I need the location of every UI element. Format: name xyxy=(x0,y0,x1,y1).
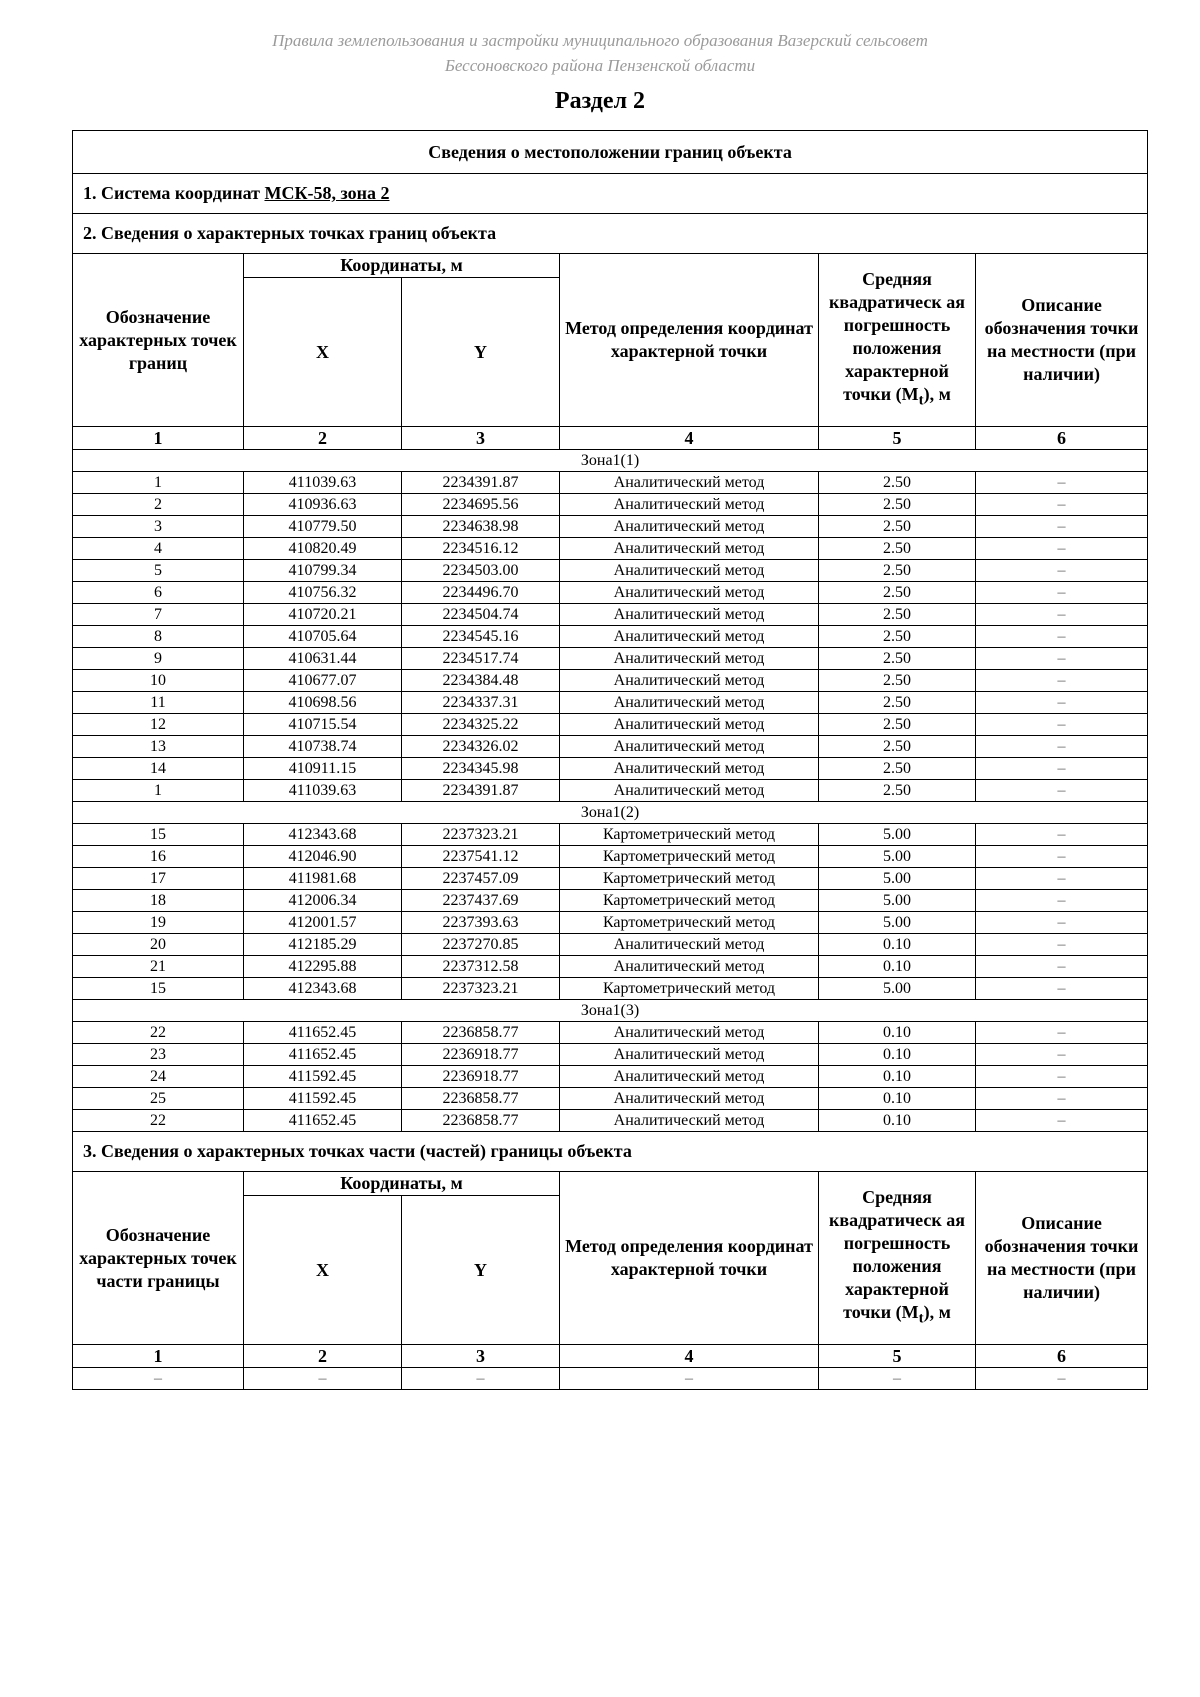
zone-header-row xyxy=(73,1000,1148,1022)
header-error-subscript: t xyxy=(918,1310,924,1327)
coord-x-cell: 410715.54 xyxy=(244,714,402,736)
point-number-cell: 1 xyxy=(73,780,244,802)
description-cell: – xyxy=(976,846,1148,868)
header-error xyxy=(819,254,976,427)
column-number: 5 xyxy=(819,1345,976,1368)
coord-y-cell: 2234337.31 xyxy=(402,692,560,714)
coord-x-cell: 411039.63 xyxy=(244,780,402,802)
method-cell: Аналитический метод xyxy=(560,758,819,780)
point-number-cell: 15 xyxy=(73,978,244,1000)
method-cell: Аналитический метод xyxy=(560,648,819,670)
table-row xyxy=(73,1110,1148,1132)
point-number-cell: 3 xyxy=(73,516,244,538)
coord-y-cell: 2234545.16 xyxy=(402,626,560,648)
description-cell: – xyxy=(976,758,1148,780)
method-cell: Аналитический метод xyxy=(560,670,819,692)
point-number-cell: 10 xyxy=(73,670,244,692)
page-title: Раздел 2 xyxy=(554,88,646,114)
column-number: 2 xyxy=(244,1345,402,1368)
coord-x-cell: 411652.45 xyxy=(244,1110,402,1132)
point-number-cell: – xyxy=(73,1368,244,1390)
method-cell: Аналитический метод xyxy=(560,1088,819,1110)
coord-x-cell: 412046.90 xyxy=(244,846,402,868)
rms-error-cell: 5.00 xyxy=(819,868,976,890)
coord-x-cell: 411592.45 xyxy=(244,1088,402,1110)
column-number: 6 xyxy=(976,1345,1148,1368)
point-number-cell: 4 xyxy=(73,538,244,560)
table-row xyxy=(73,1044,1148,1066)
point-number-cell: 25 xyxy=(73,1088,244,1110)
coord-x-cell: 410779.50 xyxy=(244,516,402,538)
rms-error-cell: 2.50 xyxy=(819,648,976,670)
header-x: X xyxy=(244,1196,402,1345)
method-cell: Аналитический метод xyxy=(560,1110,819,1132)
description-cell: – xyxy=(976,604,1148,626)
section-1-coordinate-system xyxy=(73,174,1148,214)
method-cell: Аналитический метод xyxy=(560,692,819,714)
point-number-cell: 22 xyxy=(73,1022,244,1044)
method-cell: Аналитический метод xyxy=(560,516,819,538)
rms-error-cell: 2.50 xyxy=(819,780,976,802)
point-number-cell: 8 xyxy=(73,626,244,648)
boundary-table xyxy=(72,130,1148,1390)
description-cell: – xyxy=(976,626,1148,648)
running-header-line-2: Бессоновского района Пензенской области xyxy=(444,56,756,75)
method-cell: – xyxy=(560,1368,819,1390)
rms-error-cell: 2.50 xyxy=(819,494,976,516)
description-cell: – xyxy=(976,1044,1148,1066)
table-row xyxy=(73,824,1148,846)
point-number-cell: 24 xyxy=(73,1066,244,1088)
rms-error-cell: 5.00 xyxy=(819,846,976,868)
header-description: Описание обозначения точки на местности (при наличии) xyxy=(976,254,1148,427)
coord-x-cell: 412185.29 xyxy=(244,934,402,956)
column-number: 2 xyxy=(244,427,402,450)
coord-y-cell: 2234517.74 xyxy=(402,648,560,670)
point-number-cell: 15 xyxy=(73,824,244,846)
rms-error-cell: 5.00 xyxy=(819,824,976,846)
point-number-cell: 23 xyxy=(73,1044,244,1066)
coord-x-cell: 412006.34 xyxy=(244,890,402,912)
method-cell: Аналитический метод xyxy=(560,626,819,648)
method-cell: Аналитический метод xyxy=(560,538,819,560)
coord-y-cell: 2236858.77 xyxy=(402,1022,560,1044)
point-number-cell: 1 xyxy=(73,472,244,494)
coord-y-cell: 2236858.77 xyxy=(402,1110,560,1132)
description-cell: – xyxy=(976,956,1148,978)
point-number-cell: 20 xyxy=(73,934,244,956)
column-number: 1 xyxy=(73,1345,244,1368)
description-cell: – xyxy=(976,780,1148,802)
point-number-cell: 18 xyxy=(73,890,244,912)
header-description: Описание обозначения точки на местности (при наличии) xyxy=(976,1172,1148,1345)
coord-y-cell: 2237541.12 xyxy=(402,846,560,868)
header-coordinates: Координаты, м xyxy=(244,1172,560,1196)
header-method: Метод определения координат характерной точки xyxy=(560,254,819,427)
rms-error-cell: 2.50 xyxy=(819,736,976,758)
coord-y-cell: 2237457.09 xyxy=(402,868,560,890)
description-cell: – xyxy=(976,912,1148,934)
header-x: X xyxy=(244,278,402,427)
rms-error-cell: 5.00 xyxy=(819,890,976,912)
description-cell: – xyxy=(976,560,1148,582)
table-row xyxy=(73,692,1148,714)
coord-y-cell: 2234325.22 xyxy=(402,714,560,736)
header-error-subscript: t xyxy=(918,392,924,409)
coord-y-cell: 2237323.21 xyxy=(402,978,560,1000)
point-number-cell: 14 xyxy=(73,758,244,780)
description-cell: – xyxy=(976,1368,1148,1390)
table-row xyxy=(73,846,1148,868)
coord-y-cell: 2236918.77 xyxy=(402,1044,560,1066)
header-error-text: Средняя квадратическ ая погрешность положения характерной точки (M xyxy=(829,1186,965,1322)
column-number: 4 xyxy=(560,427,819,450)
coord-x-cell: 412295.88 xyxy=(244,956,402,978)
coord-y-cell: 2237270.85 xyxy=(402,934,560,956)
zone-header-row xyxy=(73,802,1148,824)
rms-error-cell: – xyxy=(819,1368,976,1390)
coord-y-cell: 2234504.74 xyxy=(402,604,560,626)
coord-y-cell: 2236918.77 xyxy=(402,1066,560,1088)
rms-error-cell: 2.50 xyxy=(819,692,976,714)
rms-error-cell: 0.10 xyxy=(819,1110,976,1132)
table-row xyxy=(73,934,1148,956)
point-number-cell: 6 xyxy=(73,582,244,604)
column-number: 6 xyxy=(976,427,1148,450)
rms-error-cell: 2.50 xyxy=(819,604,976,626)
method-cell: Картометрический метод xyxy=(560,868,819,890)
point-number-cell: 22 xyxy=(73,1110,244,1132)
column-number: 1 xyxy=(73,427,244,450)
table-row xyxy=(73,912,1148,934)
header-y: Y xyxy=(402,1196,560,1345)
header-method: Метод определения координат характерной точки xyxy=(560,1172,819,1345)
point-number-cell: 16 xyxy=(73,846,244,868)
header-point-designation: Обозначение характерных точек границ xyxy=(73,254,244,427)
zone-header-row xyxy=(73,450,1148,472)
coord-x-cell: 412343.68 xyxy=(244,824,402,846)
coord-x-cell: 410820.49 xyxy=(244,538,402,560)
point-number-cell: 13 xyxy=(73,736,244,758)
description-cell: – xyxy=(976,1066,1148,1088)
rms-error-cell: 2.50 xyxy=(819,516,976,538)
method-cell: Аналитический метод xyxy=(560,1044,819,1066)
method-cell: Аналитический метод xyxy=(560,956,819,978)
point-number-cell: 11 xyxy=(73,692,244,714)
method-cell: Аналитический метод xyxy=(560,604,819,626)
description-cell: – xyxy=(976,978,1148,1000)
coord-y-cell: 2234516.12 xyxy=(402,538,560,560)
coord-y-cell: 2237437.69 xyxy=(402,890,560,912)
coord-x-cell: 410631.44 xyxy=(244,648,402,670)
table-row xyxy=(73,868,1148,890)
column-number-row xyxy=(73,427,1148,450)
method-cell: Аналитический метод xyxy=(560,494,819,516)
coord-y-cell: – xyxy=(402,1368,560,1390)
rms-error-cell: 0.10 xyxy=(819,1022,976,1044)
coord-x-cell: 410738.74 xyxy=(244,736,402,758)
coord-x-cell: 411592.45 xyxy=(244,1066,402,1088)
coord-y-cell: 2234391.87 xyxy=(402,780,560,802)
rms-error-cell: 2.50 xyxy=(819,582,976,604)
table-row xyxy=(73,890,1148,912)
point-number-cell: 12 xyxy=(73,714,244,736)
description-cell: – xyxy=(976,934,1148,956)
table-row xyxy=(73,956,1148,978)
description-cell: – xyxy=(976,538,1148,560)
rms-error-cell: 2.50 xyxy=(819,626,976,648)
rms-error-cell: 2.50 xyxy=(819,758,976,780)
column-number: 3 xyxy=(402,1345,560,1368)
coord-x-cell: 410698.56 xyxy=(244,692,402,714)
coord-x-cell: 411039.63 xyxy=(244,472,402,494)
method-cell: Аналитический метод xyxy=(560,1022,819,1044)
description-cell: – xyxy=(976,736,1148,758)
method-cell: Аналитический метод xyxy=(560,780,819,802)
section-1-label: 1. Система координат xyxy=(83,183,260,203)
point-number-cell: 2 xyxy=(73,494,244,516)
table-row xyxy=(73,582,1148,604)
header-coordinates: Координаты, м xyxy=(244,254,560,278)
point-number-cell: 7 xyxy=(73,604,244,626)
rms-error-cell: 2.50 xyxy=(819,714,976,736)
coord-y-cell: 2237393.63 xyxy=(402,912,560,934)
running-header xyxy=(0,28,1200,78)
section-2-heading: 2. Сведения о характерных точках границ объекта xyxy=(73,214,1148,254)
description-cell: – xyxy=(976,868,1148,890)
coord-y-cell: 2236858.77 xyxy=(402,1088,560,1110)
coord-x-cell: 410911.15 xyxy=(244,758,402,780)
method-cell: Картометрический метод xyxy=(560,824,819,846)
column-number: 5 xyxy=(819,427,976,450)
rms-error-cell: 5.00 xyxy=(819,912,976,934)
description-cell: – xyxy=(976,670,1148,692)
description-cell: – xyxy=(976,890,1148,912)
table-row xyxy=(73,648,1148,670)
rms-error-cell: 0.10 xyxy=(819,1044,976,1066)
description-cell: – xyxy=(976,1022,1148,1044)
zone-name: Зона1(1) xyxy=(73,450,1148,472)
header-error-tail: ), м xyxy=(923,383,951,404)
description-cell: – xyxy=(976,824,1148,846)
header-error xyxy=(819,1172,976,1345)
table-row xyxy=(73,494,1148,516)
rms-error-cell: 0.10 xyxy=(819,1066,976,1088)
method-cell: Картометрический метод xyxy=(560,912,819,934)
coord-y-cell: 2234391.87 xyxy=(402,472,560,494)
description-cell: – xyxy=(976,516,1148,538)
coord-x-cell: 411652.45 xyxy=(244,1022,402,1044)
table-caption: Сведения о местоположении границ объекта xyxy=(73,131,1148,174)
table-row xyxy=(73,736,1148,758)
point-number-cell: 5 xyxy=(73,560,244,582)
coord-y-cell: 2237312.58 xyxy=(402,956,560,978)
method-cell: Аналитический метод xyxy=(560,736,819,758)
coord-y-cell: 2234695.56 xyxy=(402,494,560,516)
description-cell: – xyxy=(976,494,1148,516)
method-cell: Картометрический метод xyxy=(560,890,819,912)
method-cell: Аналитический метод xyxy=(560,472,819,494)
coord-y-cell: 2234345.98 xyxy=(402,758,560,780)
point-number-cell: 19 xyxy=(73,912,244,934)
coord-x-cell: 410936.63 xyxy=(244,494,402,516)
table-row xyxy=(73,604,1148,626)
header-error-tail: ), м xyxy=(923,1301,951,1322)
description-cell: – xyxy=(976,692,1148,714)
point-number-cell: 17 xyxy=(73,868,244,890)
description-cell: – xyxy=(976,1110,1148,1132)
point-number-cell: 21 xyxy=(73,956,244,978)
coord-y-cell: 2234503.00 xyxy=(402,560,560,582)
coord-y-cell: 2234326.02 xyxy=(402,736,560,758)
coord-y-cell: 2234638.98 xyxy=(402,516,560,538)
zone-name: Зона1(2) xyxy=(73,802,1148,824)
coord-x-cell: 410720.21 xyxy=(244,604,402,626)
table-row xyxy=(73,472,1148,494)
table-row xyxy=(73,538,1148,560)
method-cell: Аналитический метод xyxy=(560,582,819,604)
header-error-text: Средняя квадратическ ая погрешность положения характерной точки (M xyxy=(829,268,965,404)
method-cell: Аналитический метод xyxy=(560,560,819,582)
rms-error-cell: 2.50 xyxy=(819,472,976,494)
description-cell: – xyxy=(976,582,1148,604)
coord-x-cell: 411652.45 xyxy=(244,1044,402,1066)
coord-x-cell: 410705.64 xyxy=(244,626,402,648)
coord-x-cell: 410756.32 xyxy=(244,582,402,604)
coord-x-cell: – xyxy=(244,1368,402,1390)
section-3-heading: 3. Сведения о характерных точках части (частей) границы объекта xyxy=(73,1132,1148,1172)
table-row xyxy=(73,626,1148,648)
method-cell: Аналитический метод xyxy=(560,1066,819,1088)
header-y: Y xyxy=(402,278,560,427)
column-number: 3 xyxy=(402,427,560,450)
description-cell: – xyxy=(976,1088,1148,1110)
table-row xyxy=(73,780,1148,802)
table-row xyxy=(73,670,1148,692)
rms-error-cell: 2.50 xyxy=(819,560,976,582)
method-cell: Аналитический метод xyxy=(560,934,819,956)
table-row xyxy=(73,978,1148,1000)
column-number: 4 xyxy=(560,1345,819,1368)
rms-error-cell: 5.00 xyxy=(819,978,976,1000)
rms-error-cell: 2.50 xyxy=(819,670,976,692)
description-cell: – xyxy=(976,714,1148,736)
method-cell: Картометрический метод xyxy=(560,846,819,868)
header-point-designation-part: Обозначение характерных точек части границы xyxy=(73,1172,244,1345)
table-row xyxy=(73,560,1148,582)
rms-error-cell: 0.10 xyxy=(819,1088,976,1110)
method-cell: Картометрический метод xyxy=(560,978,819,1000)
table-row xyxy=(73,516,1148,538)
table-row xyxy=(73,1368,1148,1390)
rms-error-cell: 0.10 xyxy=(819,956,976,978)
table-row xyxy=(73,1022,1148,1044)
coord-x-cell: 412343.68 xyxy=(244,978,402,1000)
method-cell: Аналитический метод xyxy=(560,714,819,736)
zone-name: Зона1(3) xyxy=(73,1000,1148,1022)
description-cell: – xyxy=(976,648,1148,670)
running-header-line-1: Правила землепользования и застройки муниципального образования Вазерский сельсовет xyxy=(272,31,928,50)
coord-x-cell: 411981.68 xyxy=(244,868,402,890)
coord-y-cell: 2234384.48 xyxy=(402,670,560,692)
table-row xyxy=(73,714,1148,736)
coordinate-system-value: МСК-58, зона 2 xyxy=(264,183,390,203)
description-cell: – xyxy=(976,472,1148,494)
coord-y-cell: 2237323.21 xyxy=(402,824,560,846)
coord-x-cell: 410677.07 xyxy=(244,670,402,692)
rms-error-cell: 2.50 xyxy=(819,538,976,560)
point-number-cell: 9 xyxy=(73,648,244,670)
table-row xyxy=(73,758,1148,780)
rms-error-cell: 0.10 xyxy=(819,934,976,956)
table-row xyxy=(73,1066,1148,1088)
column-number-row xyxy=(73,1345,1148,1368)
coord-x-cell: 412001.57 xyxy=(244,912,402,934)
coord-x-cell: 410799.34 xyxy=(244,560,402,582)
coord-y-cell: 2234496.70 xyxy=(402,582,560,604)
table-row xyxy=(73,1088,1148,1110)
